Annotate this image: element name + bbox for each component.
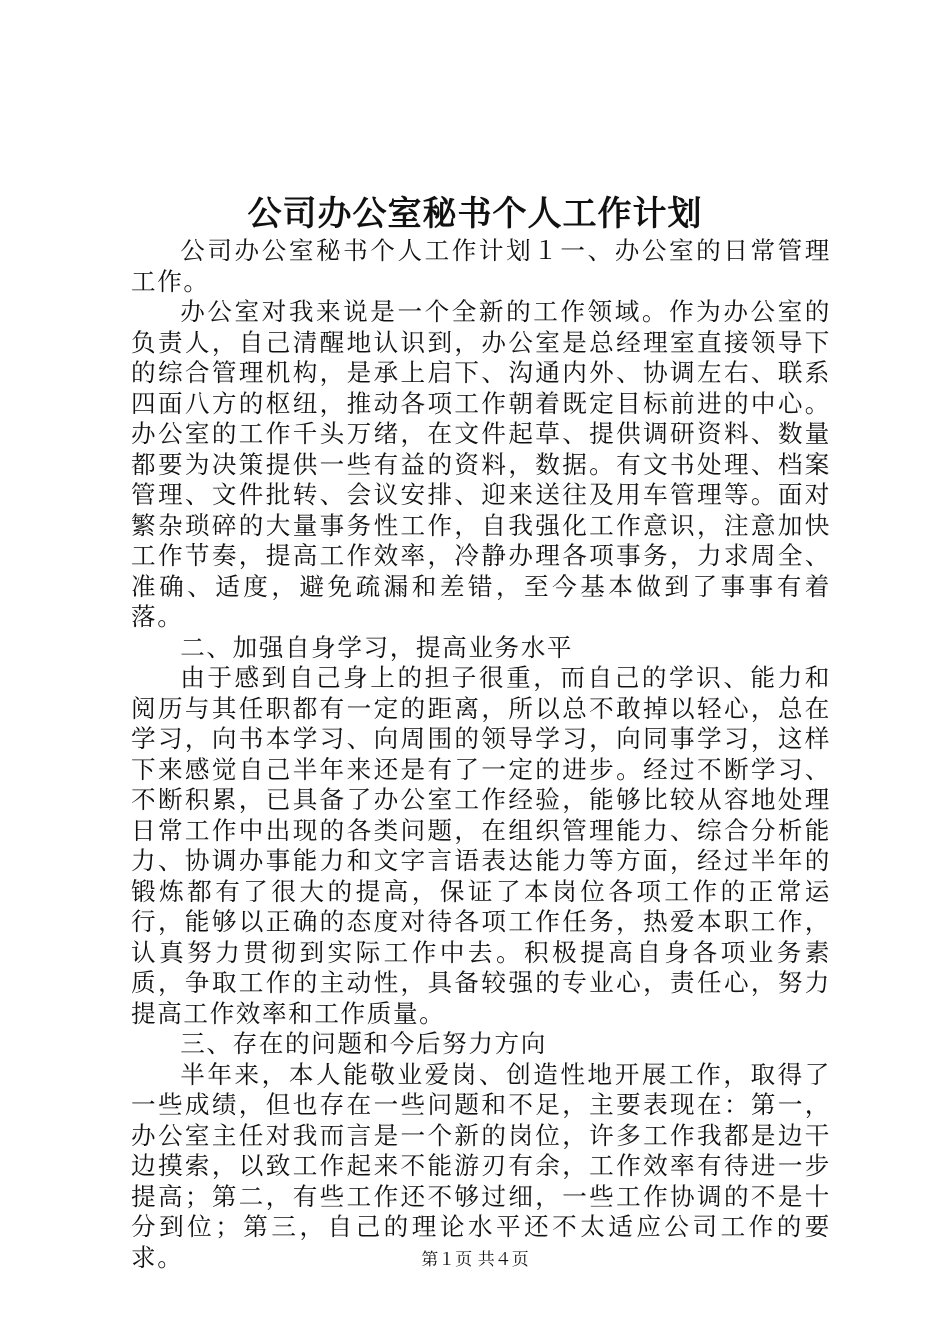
- section-heading-study: 二、加强自身学习，提高业务水平: [180, 632, 574, 662]
- paragraph-study: 由于感到自己身上的担子很重，而自己的学识、能力和阅历与其任职都有一定的距离，所以总不敢掉以轻心，总在学习，向书本学习、向周围的领导学习，向同事学习，这样下来感觉自己半年来还是有了一定的进步。经过不断学习、不断积累，已具备了办公室工作经验，能够比较从容地处理日常工作中出现的各类问题，在组织管理能力、综合分析能力、协调办事能力和文字言语表达能力等方面，经过半年的锻炼都有了很大的提高，保证了本岗位各项工作的正常运行，能够以正确的态度对待各项工作任务，热爱本职工作，认真努力贯彻到实际工作中去。积极提高自身各项业务素质，争取工作的主动性，具备较强的专业心，责任心，努力提高工作效率和工作质量。: [131, 663, 831, 1028]
- document-body: [131, 236, 831, 1273]
- document-title: 公司办公室秘书个人工作计划: [247, 194, 703, 234]
- page-footer: 第１页 共４页: [421, 1250, 529, 1270]
- paragraph-intro: 公司办公室秘书个人工作计划１一、办公室的日常管理工作。: [131, 236, 831, 296]
- section-heading-problems: 三、存在的问题和今后努力方向: [180, 1029, 547, 1058]
- paragraph-problems: 半年来，本人能敬业爱岗、创造性地开展工作，取得了一些成绩，但也存在一些问题和不足，主要表现在：第一，办公室主任对我而言是一个新的岗位，许多工作我都是边干边摸索，以致工作起来不能游刃有余，工作效率有待进一步提高；第二，有些工作还不够过细，一些工作协调的不是十分到位；第三，自己的理论水平还不太适应公司工作的要求。: [131, 1059, 831, 1272]
- paragraph-daily-management: 办公室对我来说是一个全新的工作领域。作为办公室的负责人，自己清醒地认识到，办公室是总经理室直接领导下的综合管理机构，是承上启下、沟通内外、协调左右、联系四面八方的枢纽，推动各项工作朝着既定目标前进的中心。办公室的工作千头万绪，在文件起草、提供调研资料、数量都要为决策提供一些有益的资料，数据。有文书处理、档案管理、文件批转、会议安排、迎来送往及用车管理等。面对繁杂琐碎的大量事务性工作，自我强化工作意识，注意加快工作节奏，提高工作效率，冷静办理各项事务，力求周全、准确、适度，避免疏漏和差错，至今基本做到了事事有着落。: [131, 297, 831, 631]
